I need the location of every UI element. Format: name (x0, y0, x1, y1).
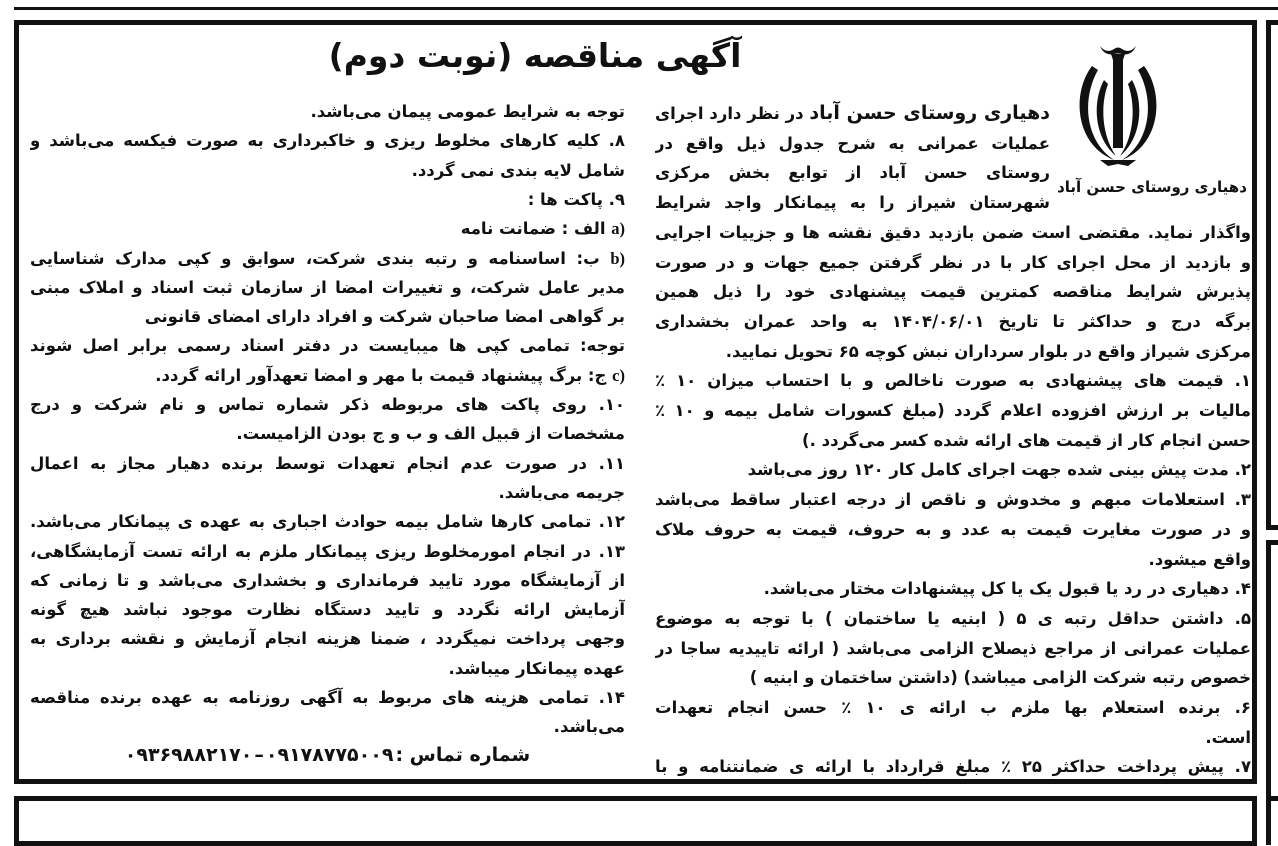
body-line: مالیات بر ارزش افزوده اعلام گردد (مبلغ کسورات شامل بیمه و ۱۰ ٪ (655, 401, 1251, 420)
body-line (30, 361, 625, 390)
body-line (30, 331, 625, 360)
adjacent-ad-frame (1266, 796, 1278, 841)
body-line (30, 390, 625, 419)
body-line: روستای حسن آباد از توابع بخش مرکزی (655, 163, 1050, 183)
body-line (30, 478, 625, 507)
body-line: واگذار نماید. مقتضی است ضمن بازدید دقیق نقشه ها و جزییات اجرایی (655, 222, 1251, 242)
body-line: و بازدید از محل اجرای کار با در نظر گرفتن جمیع جهات و در صورت (655, 252, 1251, 272)
body-line: شهرستان شیراز را به پیمانکار واجد شرایط (655, 193, 1050, 213)
body-line (30, 273, 625, 302)
next-ad-frame (14, 796, 1257, 846)
line-text: عهده پیمانکار میباشد. (448, 658, 625, 678)
phone-number[interactable]: ۰۹۱۷۸۷۷۵۰۰۹ (265, 744, 394, 766)
body-line: ۴. دهیاری در رد یا قبول یک یا کل پیشنهادات مختار می‌باشد. (763, 579, 1251, 599)
ad-title: آگهی مناقصه (نوبت دوم) (328, 36, 742, 75)
body-line (30, 244, 625, 273)
body-line: ۲. مدت پیش بینی شده جهت اجرای کامل کار ۱۲۰ روز می‌باشد (747, 460, 1251, 480)
iran-emblem-icon (1070, 32, 1166, 180)
body-line: ۳. استعلامات مبهم و مخدوش و ناقص از درجه اعتبار ساقط می‌باشد (655, 490, 1251, 510)
line-text: ۸. کلیه کارهای مخلوط ریزی و خاکبرداری به صورت فیکسه می‌باشد و (30, 131, 625, 151)
body-line: مرکزی شیراز واقع در بلوار سرداران نبش کوچه ۶۵ تحویل نمایید. (725, 341, 1251, 361)
body-line (30, 126, 625, 155)
adjacent-ad-frame (1266, 20, 1278, 530)
body-line: ۷. پیش پرداخت حداکثر ۲۵ ٪ مبلغ قرارداد با ارائه ی ضمانتنامه و با (655, 757, 1251, 777)
line-text: آزمایش ارائه نگردد و تایید دستگاه نظارت موجود نباشد هیچ گونه (30, 600, 625, 620)
list-marker: b) (610, 248, 625, 268)
line-text: ۱۱. در صورت عدم انجام تعهدات توسط برنده دهیار مجاز به اعمال (30, 453, 625, 473)
intro-text: در نظر دارد اجرای (655, 104, 810, 123)
line-text: می‌باشد. (553, 717, 625, 737)
body-line (30, 156, 625, 185)
body-line (30, 624, 625, 653)
line-text: ۹. پاکت ها : (527, 189, 625, 209)
body-line: عملیات عمرانی به شرح جدول ذیل واقع در (655, 133, 1050, 153)
line-text: مشخصات از قبیل الف و ب و ج بودن الزامیست. (236, 424, 625, 444)
line-text: ۱۰. روی پاکت های مربوطه ذکر شماره تماس و نام شرکت و درج (30, 395, 625, 414)
line-text: ۱۴. تمامی هزینه های مربوط به آگهی روزنامه به عهده برنده مناقصه (30, 688, 625, 707)
list-marker: a) (611, 219, 625, 239)
line-text: توجه: تمامی کپی ها میبایست در دفتر اسناد رسمی برابر اصل شوند (30, 336, 625, 356)
phone-number[interactable]: ۰۹۳۶۹۸۸۲۱۷۰ (124, 744, 253, 766)
line-text: ج: برگ پیشنهاد قیمت با مهر و امضا تعهدآور ارائه گردد. (155, 365, 613, 385)
line-text: الف : ضمانت نامه (460, 219, 612, 239)
list-marker: c) (612, 365, 625, 385)
body-line: ۶. برنده استعلام بها ملزم ب ارائه ی ۱۰ ٪ حسن انجام تعهدات (655, 698, 1251, 717)
line-text: توجه به شرایط عمومی پیمان می‌باشد. (310, 102, 625, 121)
body-line (30, 97, 625, 126)
phone-separator: – (254, 744, 264, 766)
body-line (30, 302, 625, 331)
line-text: ۱۳. در انجام امورمخلوط ریزی پیمانکار ملزم به ارائه تست آزمایشگاهی، (30, 541, 625, 561)
line-text: مدیر عامل شرکت، و تغییرات امضا از سازمان ثبت اسناد و املاک مبنی (30, 277, 625, 297)
line-text: شامل لایه بندی نمی گردد. (411, 160, 625, 180)
intro-line (655, 99, 1050, 128)
body-line (30, 185, 625, 214)
contact-line (30, 741, 625, 770)
body-line: واقع میشود. (1148, 549, 1251, 569)
body-line: ۵. داشتن حداقل رتبه ی ۵ ( ابنیه یا ساختمان ) با توجه به موضوع (655, 608, 1251, 628)
top-rule (14, 7, 1278, 10)
body-line: برگه درج و حداکثر تا تاریخ ۱۴۰۴/۰۶/۰۱ به واحد عمران بخشداری (655, 311, 1251, 331)
body-line (30, 214, 625, 243)
line-text: ۱۲. تمامی کارها شامل بیمه حوادث اجباری به عهده ی پیمانکار می‌باشد. (30, 512, 625, 532)
line-text: جریمه می‌باشد. (498, 482, 625, 502)
body-line: عملیات عمرانی از مراجع ذیصلاح الزامی می‌باشد ( ارائه تاییدیه ساجا در (655, 638, 1251, 658)
emblem-caption: دهیاری روستای حسن آباد (1057, 178, 1247, 196)
body-line (30, 654, 625, 683)
body-line: ۱. قیمت های پیشنهادی به صورت ناخالص و با احتساب میزان ۱۰ ٪ (655, 371, 1251, 391)
body-line (30, 595, 625, 624)
body-line (30, 537, 625, 566)
line-text: وجهی پرداخت نمیگردد ، ضمنا هزینه انجام آزمایش و نقشه برداری به (30, 629, 625, 649)
body-line: است. (1205, 727, 1251, 747)
body-line (30, 683, 625, 712)
body-line (30, 566, 625, 595)
line-text: بر گواهی امضا صاحبان شرکت و افراد دارای امضای قانونی (144, 307, 625, 327)
contact-label: شماره تماس : (395, 744, 531, 766)
body-line (30, 449, 625, 478)
body-line: پذیرش شرایط مناقصه کمترین قیمت پیشنهادی خود را ذیل همین (655, 282, 1251, 302)
line-text: از آزمایشگاه مورد تایید فرمانداری و بخشداری می‌باشد و تا زمانی که (30, 570, 625, 590)
body-line (30, 712, 625, 741)
line-text: ب: اساسنامه و رتبه بندی شرکت، سوابق و کپی مدارک شناسایی (30, 248, 611, 268)
body-line: حسن انجام کار از قیمت های ارائه شده کسر می‌گردد .) (802, 430, 1251, 450)
body-line: خصوص رتبه شرکت الزامی میباشد) (داشتن ساختمان و ابنیه ) (749, 668, 1251, 688)
body-line (30, 419, 625, 448)
organization-name: دهیاری روستای حسن آباد (809, 102, 1050, 124)
body-line (30, 507, 625, 536)
body-line: و در صورت مغایرت قیمت به عدد و به حروف، قیمت به حروف ملاک (655, 519, 1251, 539)
